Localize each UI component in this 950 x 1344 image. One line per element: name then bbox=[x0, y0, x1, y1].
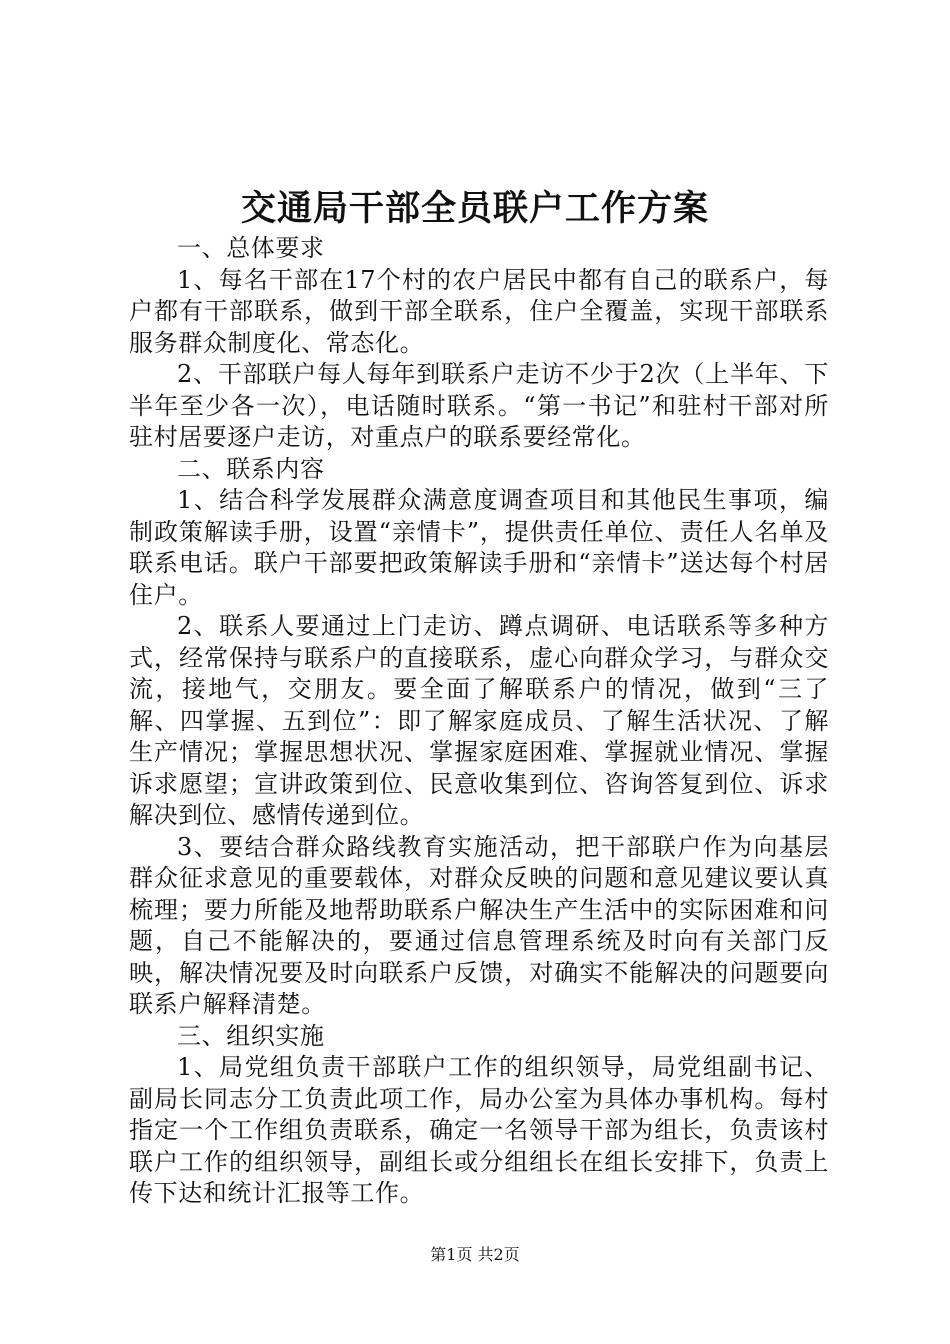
paragraph: 1、结合科学发展群众满意度调查项目和其他民生事项，编制政策解读手册，设置“亲情卡”，提供责任单位、责任人名单及联系电话。联户干部要把政策解读手册和“亲情卡”送达每个村居住户。 bbox=[129, 486, 829, 609]
paragraph: 1、每名干部在17个村的农户居民中都有自己的联系户，每户都有干部联系，做到干部全联系，住户全覆盖，实现干部联系服务群众制度化、常态化。 bbox=[129, 265, 829, 357]
document-body bbox=[129, 233, 829, 1210]
section-heading-general-requirements: 一、总体要求 bbox=[177, 234, 325, 262]
paragraph: 2、联系人要通过上门走访、蹲点调研、电话联系等多种方式，经常保持与联系户的直接联系，虚心向群众学习，与群众交流，接地气，交朋友。要全面了解联系户的情况，做到“三了解、四掌握、五到位”：即了解家庭成员、了解生活状况、了解生产情况；掌握思想状况、掌握家庭困难、掌握就业情况、掌握诉求愿望；宣讲政策到位、民意收集到位、咨询答复到位、诉求解决到位、感情传递到位。 bbox=[129, 612, 829, 829]
section-heading-organization: 三、组织实施 bbox=[177, 1021, 325, 1050]
document-title: 交通局干部全员联户工作方案 bbox=[240, 188, 709, 229]
page-footer: 第1页 共2页 bbox=[430, 1245, 520, 1264]
paragraph: 1、局党组负责干部联户工作的组织领导，局党组副书记、副局长同志分工负责此项工作，局办公室为具体办事机构。每村指定一个工作组负责联系，确定一名领导干部为组长，负责该村联户工作的组织领导，副组长或分组组长在组长安排下，负责上传下达和统计汇报等工作。 bbox=[129, 1053, 829, 1207]
paragraph: 2、干部联户每人每年到联系户走访不少于2次（上半年、下半年至少各一次），电话随时联系。“第一书记”和驻村干部对所驻村居要逐户走访，对重点户的联系要经常化。 bbox=[129, 360, 829, 451]
section-heading-contact-content: 二、联系内容 bbox=[177, 454, 325, 483]
paragraph: 3、要结合群众路线教育实施活动，把干部联户作为向基层群众征求意见的重要载体，对群众反映的问题和意见建议要认真梳理；要力所能及地帮助联系户解决生产生活中的实际困难和问题，自己不能解决的，要通过信息管理系统及时向有关部门反映，解决情况要及时向联系户反馈，对确实不能解决的问题要向联系户解释清楚。 bbox=[129, 832, 829, 1018]
